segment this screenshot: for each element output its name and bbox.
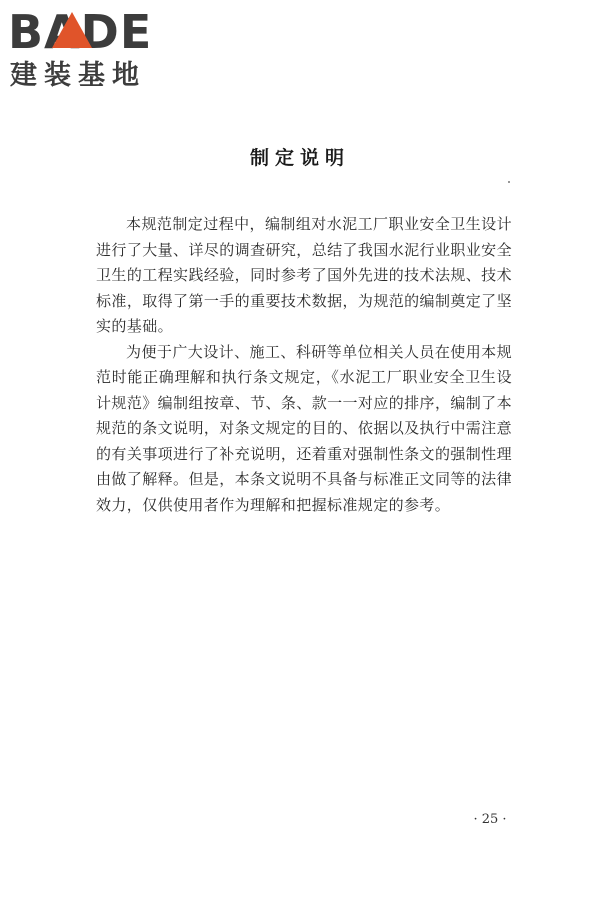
page-title: 制定说明 xyxy=(249,147,350,169)
paragraph-2: 为便于广大设计、施工、科研等单位相关人员在使用本规范时能正确理解和执行条文规定，《水泥工厂职业安全卫生设计规范》编制组按章、节、条、款一一对应的排序，编制了本规范的条文说明，对条文规定的目的、依据以及执行中需注意的有关事项进行了补充说明，还着重对强制性条文的强制性理由做了解释。但是，本条文说明不具备与标准正文同等的法律效力，仅供使用者作为理解和把握标准规定的参考。 xyxy=(96,342,512,514)
body-text xyxy=(96,212,512,518)
stray-dot xyxy=(508,181,510,183)
logo-subtitle: 建装基地 xyxy=(10,60,146,91)
logo-triangle-icon xyxy=(52,12,92,48)
logo-wordmark: BADE xyxy=(8,5,153,59)
page-number: · 25 · xyxy=(473,812,507,827)
bade-logo xyxy=(8,6,188,96)
paragraph-1: 本规范制定过程中，编制组对水泥工厂职业安全卫生设计进行了大量、详尽的调查研究，总结了我国水泥行业职业安全卫生的工程实践经验，同时参考了国外先进的技术法规、技术标准，取得了第一手的重要技术数据，为规范的编制奠定了坚实的基础。 xyxy=(96,215,512,335)
